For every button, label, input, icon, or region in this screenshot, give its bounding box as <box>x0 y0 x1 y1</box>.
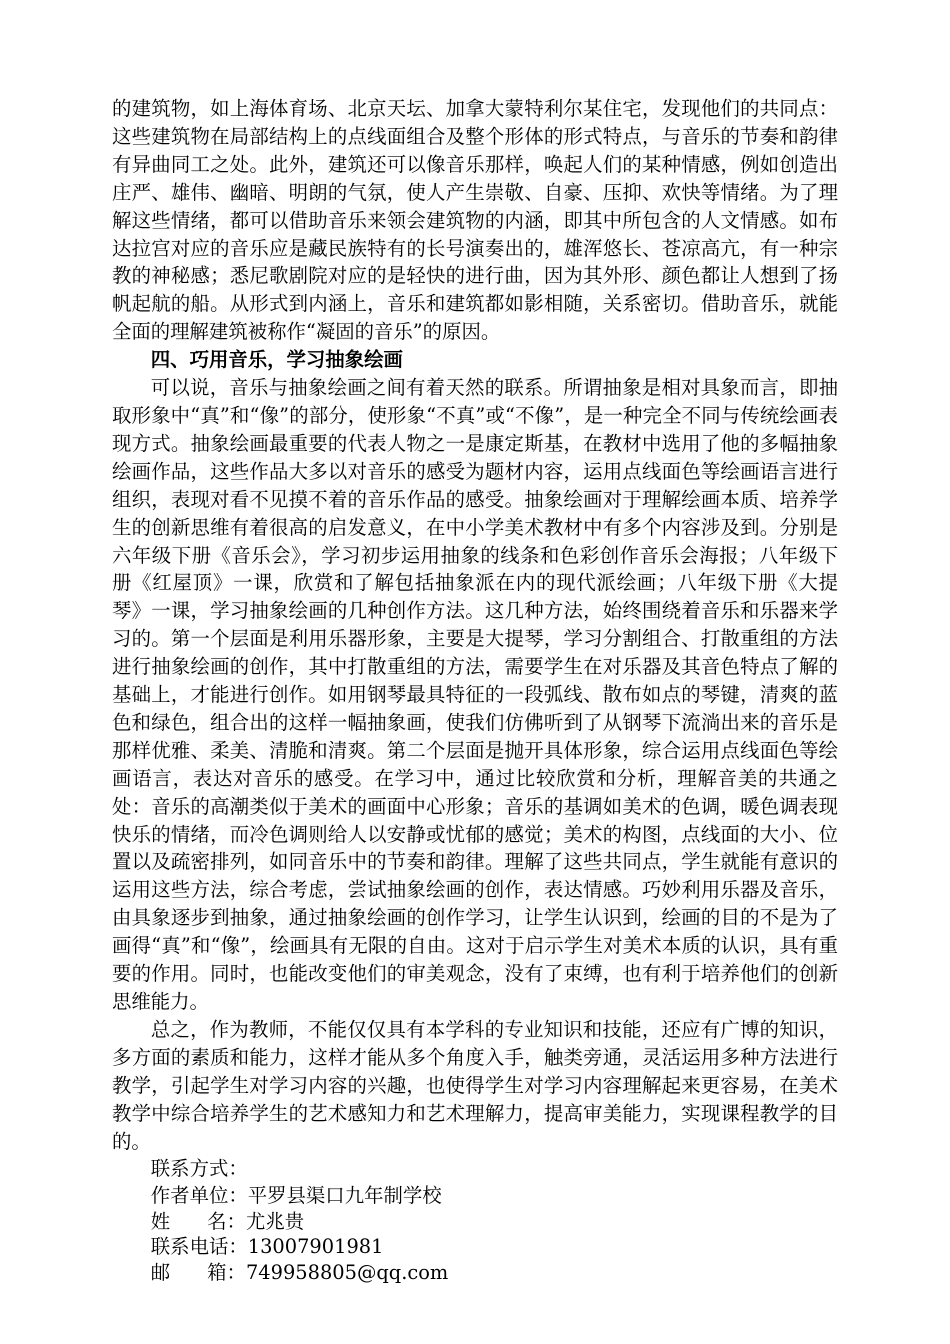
contact-unit: 作者单位：平罗县渠口九年制学校 <box>150 1184 442 1208</box>
contact-title: 联系方式： <box>150 1157 248 1181</box>
contact-name: 姓 名：尤兆贵 <box>150 1209 305 1233</box>
paragraph-conclusion: 总之，作为教师，不能仅仅具有本学科的专业知识和技能，还应有广博的知识，多方面的素质和能力，这样才能从多个角度入手，触类旁通，灵活运用多种方法进行教学，引起学生对学习内容的兴趣，也使得学生对学习内容理解起来更容易，在美术教学中综合培养学生的艺术感知力和艺术理解力，提高审美能力，实现课程教学的目的。 <box>112 1017 838 1153</box>
contact-phone: 联系电话：13007901981 <box>150 1235 384 1259</box>
contact-block <box>112 1155 838 1285</box>
paragraph-abstract-painting: 可以说，音乐与抽象绘画之间有着天然的联系。所谓抽象是相对具象而言，即抽取形象中“真”和“像”的部分，使形象“不真”或“不像”，是一种完全不同与传统绘画表现方式。抽象绘画最重要的代表人物之一是康定斯基，在教材中选用了他的多幅抽象绘画作品，这些作品大多以对音乐的感受为题材内容，运用点线面色等绘画语言进行组织，表现对看不见摸不着的音乐作品的感受。抽象绘画对于理解绘画本质、培养学生的创新思维有着很高的启发意义，在中小学美术教材中有多个内容涉及到。分别是六年级下册《音乐会》，学习初步运用抽象的线条和色彩创作音乐会海报；八年级下册《红屋顶》一课，欣赏和了解包括抽象派在内的现代派绘画；八年级下册《大提琴》一课，学习抽象绘画的几种创作方法。这几种方法，始终围绕着音乐和乐器来学习的。第一个层面是利用乐器形象，主要是大提琴，学习分割组合、打散重组的方法进行抽象绘画的创作，其中打散重组的方法，需要学生在对乐器及其音色特点了解的基础上，才能进行创作。如用钢琴最具特征的一段弧线、散布如点的琴键，清爽的蓝色和绿色，组合出的这样一幅抽象画，使我们仿佛听到了从钢琴下流淌出来的音乐是那样优雅、柔美、清脆和清爽。第二个层面是抛开具体形象，综合运用点线面色等绘画语言，表达对音乐的感受。在学习中，通过比较欣赏和分析，理解音美的共通之处：音乐的高潮类似于美术的画面中心形象；音乐的基调如美术的色调，暖色调表现快乐的情绪，而冷色调则给人以安静或忧郁的感觉；美术的构图，点线面的大小、位置以及疏密排列，如同音乐中的节奏和韵律。理解了这些共同点，学生就能有意识的运用这些方法，综合考虑，尝试抽象绘画的创作，表达情感。巧妙利用乐器及音乐，由具象逐步到抽象，通过抽象绘画的创作学习，让学生认识到，绘画的目的不是为了画得“真”和“像”，绘画具有无限的自由。这对于启示学生对美术本质的认识，具有重要的作用。同时，也能改变他们的审美观念，没有了束缚，也有利于培养他们的创新思维能力。 <box>112 376 838 1013</box>
contact-email: 邮 箱：749958805@qq.com <box>150 1260 449 1284</box>
document-page <box>112 95 838 1285</box>
paragraph-architecture: 的建筑物，如上海体育场、北京天坛、加拿大蒙特利尔某住宅，发现他们的共同点：这些建筑物在局部结构上的点线面组合及整个形体的形式特点，与音乐的节奏和韵律有异曲同工之处。此外，建筑还可以像音乐那样，唤起人们的某种情感，例如创造出庄严、雄伟、幽暗、明朗的气氛，使人产生崇敬、自豪、压抑、欢快等情绪。为了理解这些情绪，都可以借助音乐来领会建筑物的内涵，即其中所包含的人文情感。如布达拉宫对应的音乐应是藏民族特有的长号演奏出的，雄浑悠长、苍凉高亢，有一种宗教的神秘感；悉尼歌剧院对应的是轻快的进行曲，因为其外形、颜色都让人想到了扬帆起航的船。从形式到内涵上，音乐和建筑都如影相随，关系密切。借助音乐，就能全面的理解建筑被称作“凝固的音乐”的原因。 <box>112 97 838 344</box>
section-heading-abstract-painting: 四、巧用音乐，学习抽象绘画 <box>150 348 403 372</box>
